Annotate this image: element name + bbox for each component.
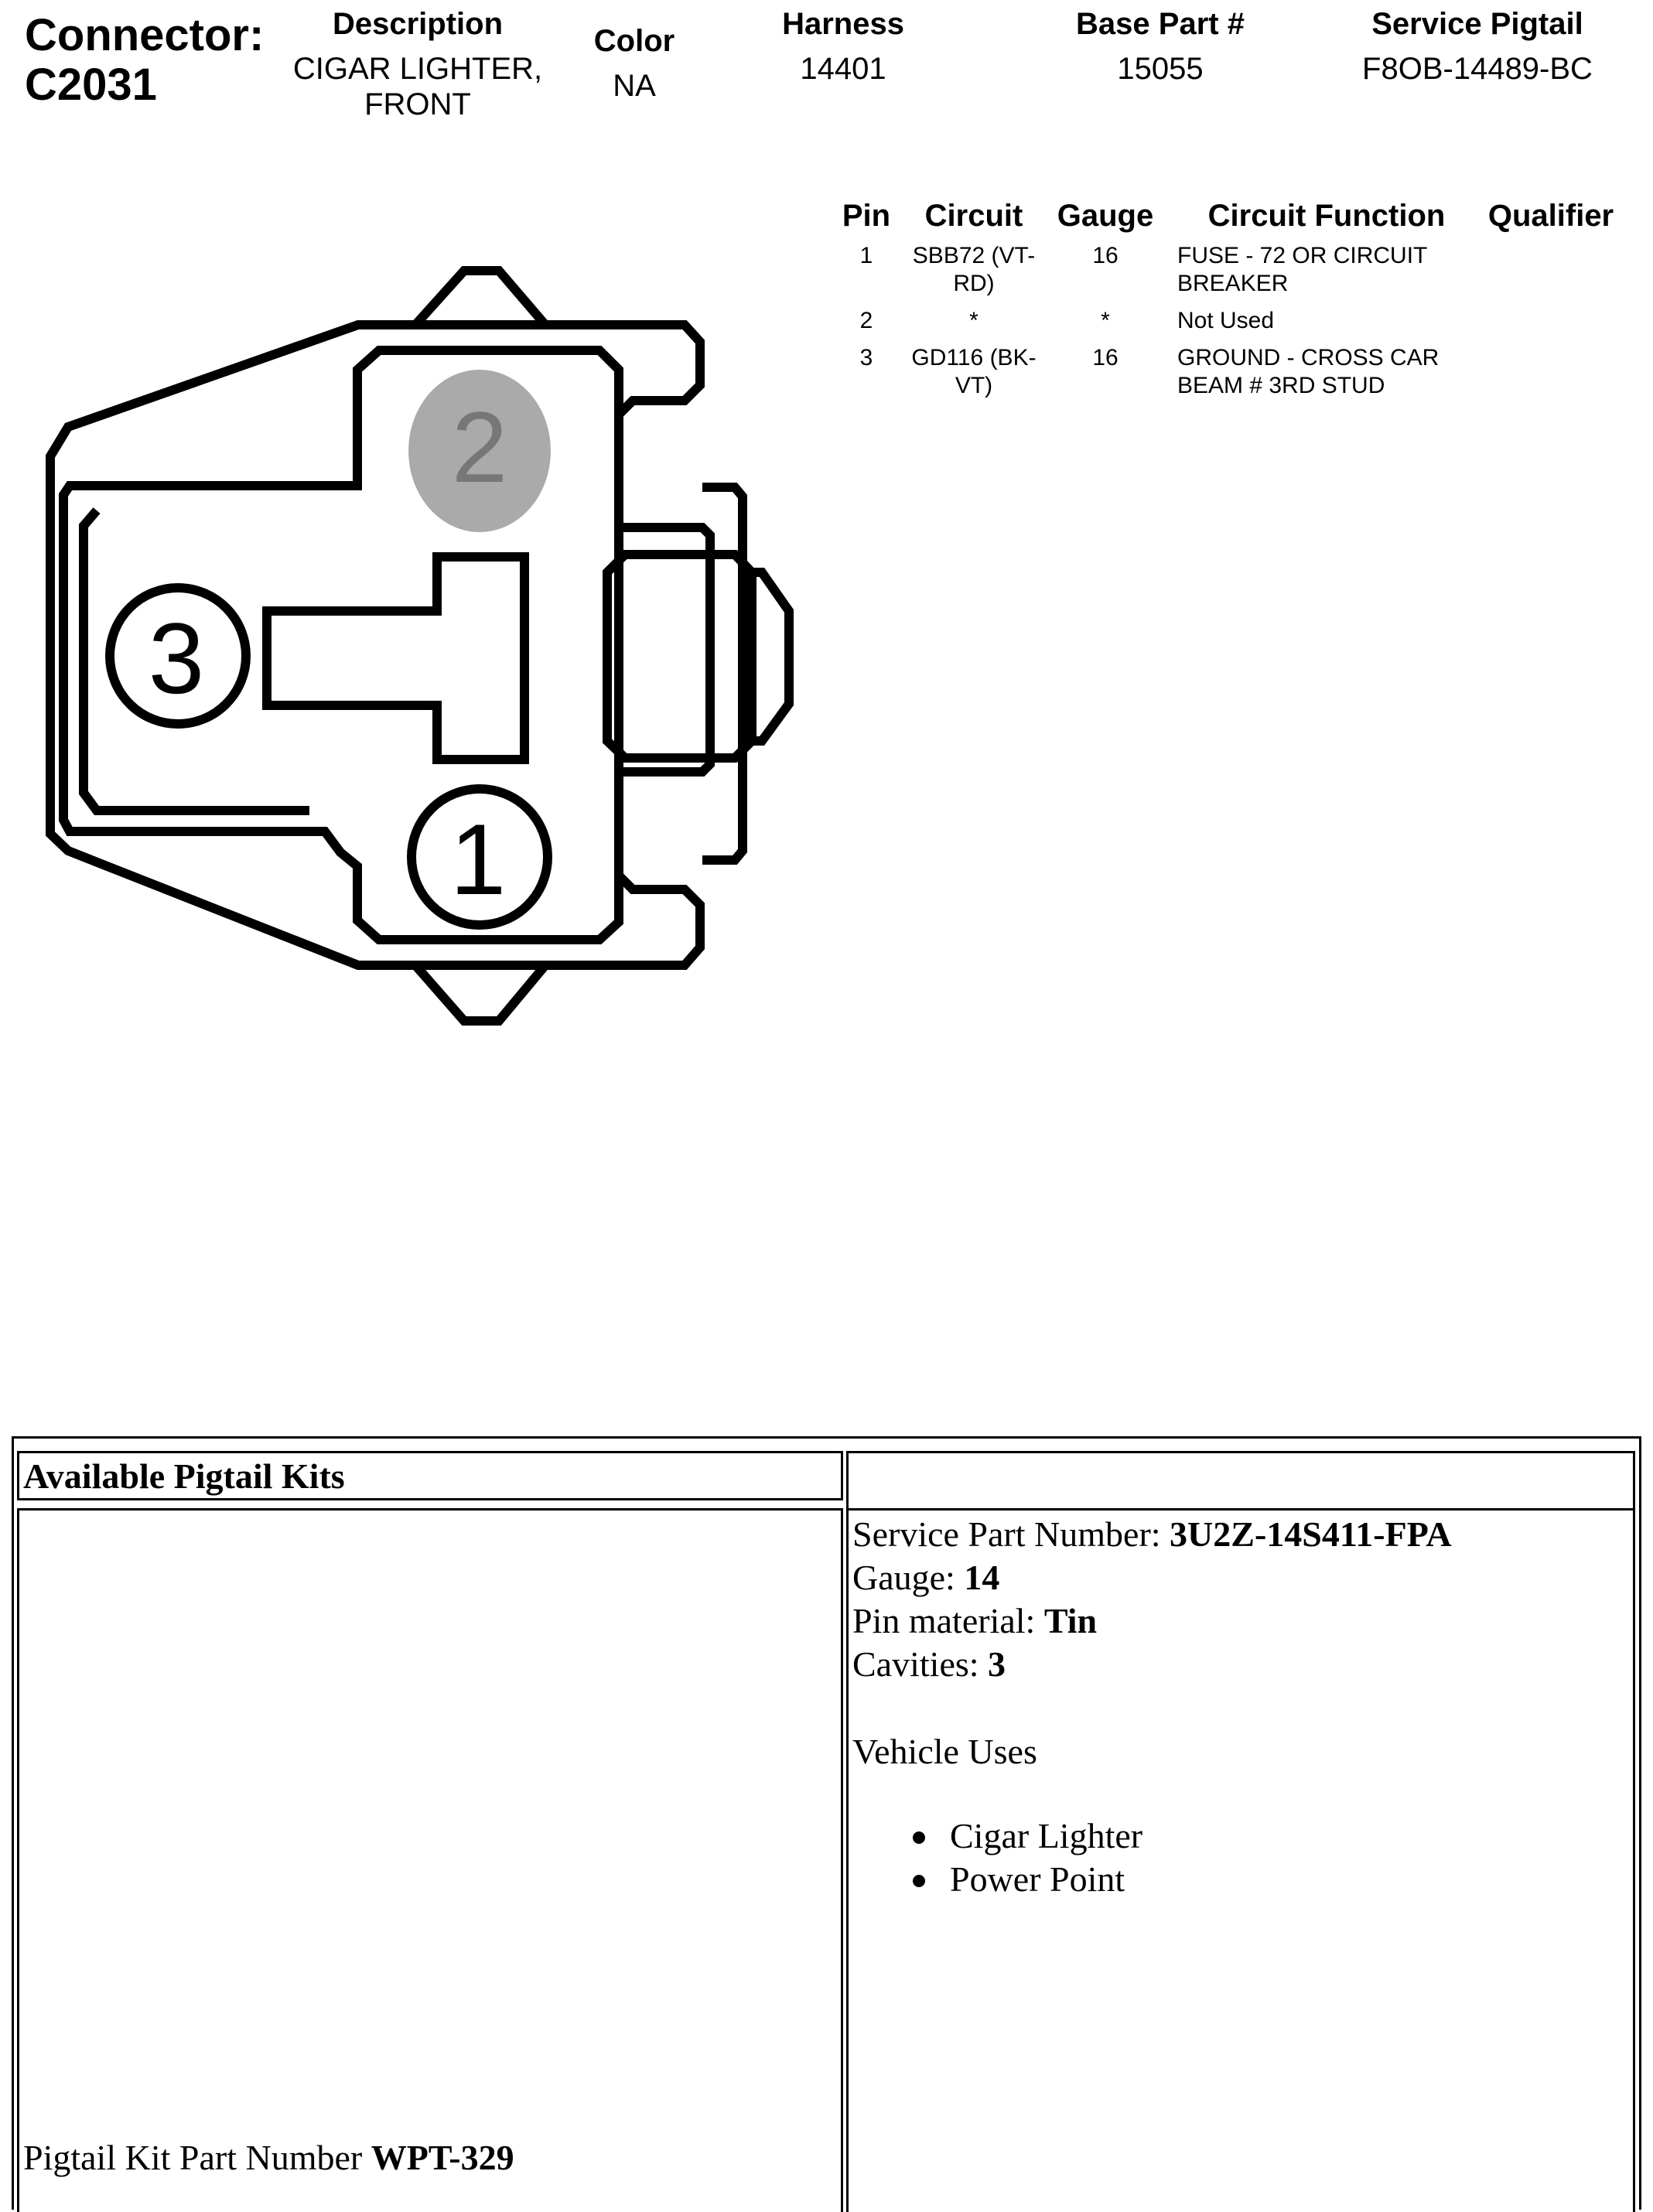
base-part-heading: Base Part # xyxy=(1076,7,1245,41)
pin-1-label: 1 xyxy=(449,803,507,916)
function-line: BREAKER xyxy=(1177,271,1289,296)
gauge-row xyxy=(852,1556,1452,1599)
circuit-cell xyxy=(905,344,1043,409)
service-pigtail-column xyxy=(1315,6,1640,87)
table-row xyxy=(828,344,1617,409)
gauge-cell: * xyxy=(1101,308,1110,333)
circuit-line: GD116 (BK- xyxy=(911,345,1037,370)
table-row xyxy=(828,307,1617,344)
right-key-hex xyxy=(607,555,752,758)
function-line: BEAM # 3RD STUD xyxy=(1177,373,1385,398)
gauge-label: Gauge: xyxy=(852,1558,965,1597)
pin-table xyxy=(828,197,1617,409)
gauge-cell: 16 xyxy=(1092,243,1119,268)
bullet-icon xyxy=(913,1875,925,1887)
gauge-value: 14 xyxy=(964,1558,1000,1597)
base-part-column xyxy=(1037,6,1284,87)
pin-material-value: Tin xyxy=(1043,1601,1098,1640)
service-part-row xyxy=(852,1513,1452,1556)
pin-number: 2 xyxy=(859,308,873,333)
pin-number: 1 xyxy=(859,243,873,268)
connector-face-diagram xyxy=(0,255,804,1067)
pin-2-label: 2 xyxy=(451,391,508,504)
vehicle-use-label: Power Point xyxy=(950,1859,1125,1899)
table-row xyxy=(828,242,1617,307)
pin-material-label: Pin material: xyxy=(852,1601,1044,1640)
description-value-line-2: FRONT xyxy=(364,87,471,121)
pin-3-label: 3 xyxy=(148,602,205,715)
qualifier-cell xyxy=(1485,242,1617,307)
pin-3-cavity xyxy=(110,588,246,724)
cavities-value: 3 xyxy=(988,1644,1006,1684)
service-part-value: 3U2Z-14S411-FPA xyxy=(1170,1514,1452,1554)
harness-value: 14401 xyxy=(800,52,886,86)
circuit-column-header: Circuit xyxy=(924,199,1023,233)
circuit-line: SBB72 (VT- xyxy=(912,243,1036,268)
cavities-row xyxy=(852,1643,1452,1686)
service-part-label: Service Part Number: xyxy=(852,1514,1170,1554)
pigtail-kit-part-number xyxy=(23,2136,514,2180)
function-line: FUSE - 72 OR CIRCUIT xyxy=(1177,243,1428,268)
qualifier-column-header: Qualifier xyxy=(1487,199,1614,233)
list-item xyxy=(913,1858,1142,1901)
pin-column-header: Pin xyxy=(842,199,891,233)
service-pigtail-value: F8OB-14489-BC xyxy=(1362,52,1593,86)
qualifier-cell xyxy=(1485,344,1617,409)
color-heading: Color xyxy=(593,24,675,58)
vehicle-uses-title: Vehicle Uses xyxy=(852,1732,1037,1771)
base-part-value: 15055 xyxy=(1117,52,1204,86)
harness-column xyxy=(743,6,944,87)
harness-heading: Harness xyxy=(782,7,904,41)
divider xyxy=(846,1451,1635,1453)
connector-heading xyxy=(25,11,264,110)
vehicle-uses-list xyxy=(913,1814,1142,1901)
circuit-cell xyxy=(905,242,1043,307)
pin-2-cavity xyxy=(408,370,551,532)
circuit-function-column-header: Circuit Function xyxy=(1207,199,1446,233)
divider xyxy=(846,1451,849,1513)
circuit-line: VT) xyxy=(955,373,993,398)
function-line: Not Used xyxy=(1177,308,1275,333)
circuit-cell xyxy=(905,307,1043,344)
connector-label: Connector: xyxy=(25,10,265,60)
function-line: GROUND - CROSS CAR xyxy=(1177,345,1440,370)
gauge-column-header: Gauge xyxy=(1057,199,1154,233)
top-latch xyxy=(415,271,545,325)
pin-1-cavity xyxy=(412,789,548,925)
function-cell xyxy=(1168,344,1485,409)
kit-part-value: WPT-329 xyxy=(371,2138,514,2177)
bottom-latch xyxy=(415,965,545,1021)
pigtail-kits-title: Available Pigtail Kits xyxy=(23,1456,345,1496)
pigtail-image-panel xyxy=(17,1508,843,2212)
description-column xyxy=(278,6,557,122)
pin-material-row xyxy=(852,1599,1452,1643)
pigtail-details xyxy=(852,1513,1452,1686)
connector-id: C2031 xyxy=(25,60,157,110)
cavities-label: Cavities: xyxy=(852,1644,989,1684)
divider xyxy=(1633,1451,1635,1513)
description-heading: Description xyxy=(332,7,504,41)
color-column xyxy=(557,23,712,104)
kit-part-label: Pigtail Kit Part Number xyxy=(23,2138,371,2177)
gauge-cell: 16 xyxy=(1092,345,1119,370)
bullet-icon xyxy=(913,1831,925,1844)
pin-number: 3 xyxy=(859,345,873,370)
function-cell xyxy=(1168,242,1485,307)
circuit-line: RD) xyxy=(953,271,995,296)
vehicle-use-label: Cigar Lighter xyxy=(950,1816,1143,1855)
function-cell xyxy=(1168,307,1485,344)
center-key xyxy=(267,557,524,760)
description-value-line-1: CIGAR LIGHTER, xyxy=(292,52,543,86)
right-block-frame xyxy=(619,527,710,772)
pin-table-header xyxy=(828,197,1617,242)
service-pigtail-heading: Service Pigtail xyxy=(1371,7,1583,41)
list-item xyxy=(913,1814,1142,1858)
color-value: NA xyxy=(613,69,656,103)
qualifier-cell xyxy=(1485,307,1617,344)
circuit-line: * xyxy=(969,308,978,333)
